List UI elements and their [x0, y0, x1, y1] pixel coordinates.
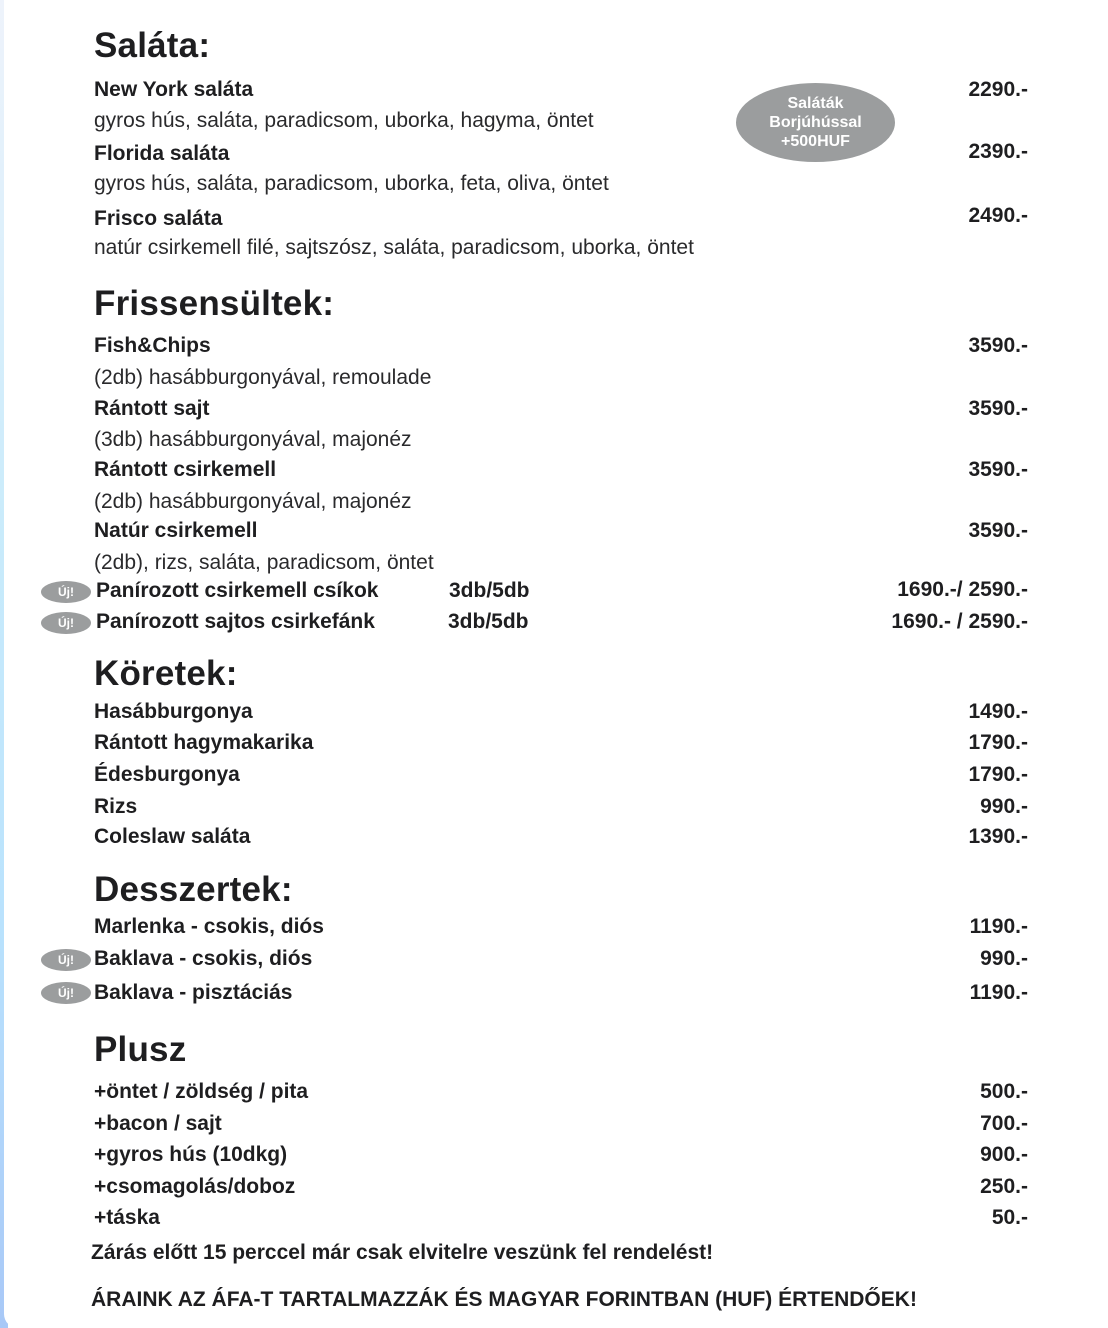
closing-notice: Zárás előtt 15 perccel már csak elvitelre veszünk fel rendelést! [91, 1241, 714, 1264]
menu-item-name: New York saláta [94, 78, 254, 101]
section-title-plusz: Plusz [94, 1030, 187, 1069]
menu-item-desc: gyros hús, saláta, paradicsom, uborka, hagyma, öntet [94, 109, 594, 132]
menu-item-name: Panírozott sajtos csirkefánk [96, 610, 375, 633]
menu-item-price: 3590.- [968, 397, 1028, 420]
menu-item-name: Panírozott csirkemell csíkok [96, 579, 379, 602]
menu-item-price: 1190.- [969, 981, 1028, 1004]
menu-item-name: Rántott sajt [94, 397, 210, 420]
menu-item-price: 700.- [980, 1112, 1028, 1135]
menu-item-name: Hasábburgonya [94, 700, 253, 723]
menu-item-name: +öntet / zöldség / pita [94, 1080, 309, 1103]
menu-item-price: 1690.- / 2590.- [891, 610, 1028, 633]
menu-item-name: +táska [94, 1206, 160, 1229]
section-title-koretek: Köretek: [94, 654, 238, 693]
menu-item-desc: (3db) hasábburgonyával, majonéz [94, 428, 412, 451]
menu-item-name: Rántott hagymakarika [94, 731, 314, 754]
menu-item-name: +bacon / sajt [94, 1112, 222, 1135]
badge-line: Borjúhússal [769, 114, 862, 131]
menu-item-desc: (2db) hasábburgonyával, majonéz [94, 490, 412, 513]
menu-item-price: 990.- [980, 947, 1028, 970]
menu-item-name: Frisco saláta [94, 207, 223, 230]
menu-item-price: 2290.- [968, 78, 1028, 101]
menu-item-name: +csomagolás/doboz [94, 1175, 296, 1198]
menu-item-name: Rizs [94, 795, 138, 818]
menu-item-price: 50.- [991, 1206, 1028, 1229]
section-title-desszertek: Desszertek: [94, 870, 293, 909]
menu-item-name: Fish&Chips [94, 334, 211, 357]
menu-item-price: 1490.- [968, 700, 1028, 723]
menu-item-price: 1190.- [969, 915, 1028, 938]
menu-item-name: Baklava - csokis, diós [94, 947, 313, 970]
menu-item-price: 1790.- [968, 731, 1028, 754]
menu-item-price: 2490.- [968, 204, 1028, 227]
menu-item-name: +gyros hús (10dkg) [94, 1143, 288, 1166]
badge-line: Saláták [787, 95, 844, 112]
menu-item-name: Florida saláta [94, 142, 230, 165]
menu-item-name: Rántott csirkemell [94, 458, 277, 481]
menu-item-price: 3590.- [968, 458, 1028, 481]
new-badge: Új! [41, 612, 91, 634]
menu-item-desc: (2db) hasábburgonyával, remoulade [94, 366, 432, 389]
menu-item-qty: 3db/5db [448, 610, 529, 633]
menu-item-name: Marlenka - csokis, diós [94, 915, 324, 938]
menu-item-qty: 3db/5db [449, 579, 530, 602]
veal-salad-badge [736, 83, 895, 162]
badge-line: +500HUF [781, 133, 850, 150]
menu-item-name: Natúr csirkemell [94, 519, 258, 542]
menu-item-desc: gyros hús, saláta, paradicsom, uborka, feta, oliva, öntet [94, 172, 609, 195]
menu-item-name: Édesburgonya [94, 763, 240, 786]
menu-item-price: 900.- [980, 1143, 1028, 1166]
menu-item-price: 3590.- [968, 519, 1028, 542]
menu-item-price: 990.- [980, 795, 1028, 818]
vat-notice: ÁRAINK AZ ÁFA-T TARTALMAZZÁK ÉS MAGYAR FORINTBAN (HUF) ÉRTENDŐEK! [91, 1288, 917, 1311]
section-title-frissensultek: Frissensültek: [94, 284, 335, 323]
menu-item-price: 500.- [980, 1080, 1028, 1103]
menu-item-price: 1690.-/ 2590.- [897, 578, 1028, 601]
menu-item-price: 2390.- [968, 140, 1028, 163]
new-badge: Új! [41, 581, 91, 603]
menu-item-price: 250.- [980, 1175, 1028, 1198]
menu-item-name: Coleslaw saláta [94, 825, 251, 848]
menu-item-price: 1790.- [968, 763, 1028, 786]
menu-item-desc: natúr csirkemell filé, sajtszósz, saláta, paradicsom, uborka, öntet [94, 236, 694, 259]
new-badge: Új! [41, 949, 91, 971]
menu-item-name: Baklava - pisztáciás [94, 981, 293, 1004]
menu-item-price: 3590.- [968, 334, 1028, 357]
new-badge: Új! [41, 982, 91, 1004]
menu-item-price: 1390.- [968, 825, 1028, 848]
section-title-salata: Saláta: [94, 26, 211, 65]
menu-item-desc: (2db), rizs, saláta, paradicsom, öntet [94, 551, 434, 574]
